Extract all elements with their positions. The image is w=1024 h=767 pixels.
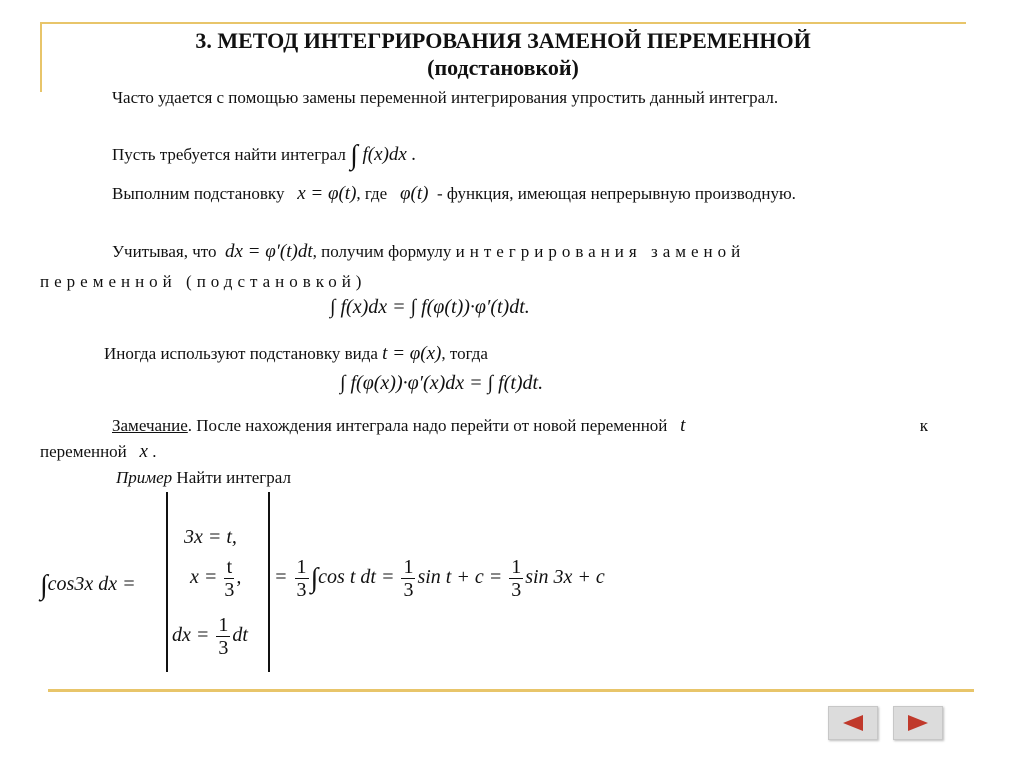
paragraph-substitution (40, 182, 928, 206)
remark-end-text: переменной (40, 442, 127, 461)
considering-text-a: Учитывая, что (112, 242, 217, 261)
sometimes-text-a: Иногда используют подстановку вида (104, 344, 378, 363)
remark-k: к (919, 416, 928, 435)
t-phi-formula: t = φ(x) (382, 343, 442, 364)
spaced-text-1: интегрирования заменой (455, 242, 746, 261)
example-right: = $\frac{1}{3}$ ∫cos t dt = $\frac{1}{3}$ sin t + c = $\frac{1}{3}$ sin 3x + c (274, 556, 605, 601)
phi-t-formula: φ(t) (399, 183, 429, 204)
paragraph-considering (112, 240, 928, 264)
paragraph-remark (112, 414, 928, 438)
slide-title: 3. МЕТОД ИНТЕГРИРОВАНИЯ ЗАМЕНОЙ ПЕРЕМЕННОЙ (195, 28, 811, 53)
remark-var-t: t (680, 415, 686, 436)
paragraph-remark-end: переменной x . (40, 441, 157, 462)
triangle-right-icon (906, 714, 930, 732)
remark-label: Замечание (112, 416, 188, 435)
example-row2: x = $\frac{t}{3}$ , (190, 556, 242, 601)
subst-text-b: , где (356, 184, 388, 203)
dx-formula: dx = φ′(t)dt (224, 241, 313, 262)
paragraph-example (116, 466, 291, 490)
paragraph-sometimes (104, 342, 488, 366)
frame-top-rule (40, 22, 966, 24)
example-left-bar (166, 492, 168, 672)
sometimes-text-b: , тогда (441, 344, 488, 363)
subst-text-a: Выполним подстановку (112, 184, 285, 203)
triangle-left-icon (841, 714, 865, 732)
frame-bottom-rule (48, 689, 974, 692)
slide-subtitle: (подстановкой) (427, 55, 579, 80)
subst-text-c: - функция, имеющая непрерывную производную. (436, 184, 796, 203)
task-text: Пусть требуется найти интеграл (112, 145, 346, 164)
example-left: ∫cos3x dx = (40, 570, 136, 601)
prev-slide-button[interactable] (828, 706, 878, 740)
remark-var-x: x (139, 441, 148, 462)
example-row1: 3x = t, (184, 526, 237, 548)
subst-formula: x = φ(t) (297, 183, 357, 204)
next-slide-button[interactable] (893, 706, 943, 740)
formula-reverse: ∫ f(φ(x))·φ′(x)dx = ∫ f(t)dt. (340, 372, 544, 394)
example-text: Найти интеграл (176, 468, 291, 487)
remark-text: . После нахождения интеграла надо перейти от новой переменной (187, 416, 668, 435)
task-formula: ∫ f(x)dx . (350, 140, 417, 171)
example-row3: dx = $\frac{1}{3}$ dt (172, 614, 248, 659)
formula-main: ∫ f(x)dx = ∫ f(φ(t))·φ′(t)dt. (330, 296, 530, 318)
example-right-bar (268, 492, 270, 672)
considering-text-b: , получим формулу (312, 242, 452, 261)
spaced-text-2: переменной (подстановкой) (40, 272, 367, 291)
paragraph-intro: Часто удается с помощью замены переменной интегрирования упростить данный интеграл. (112, 88, 779, 107)
paragraph-task (112, 140, 417, 171)
example-label: Пример (116, 468, 173, 487)
